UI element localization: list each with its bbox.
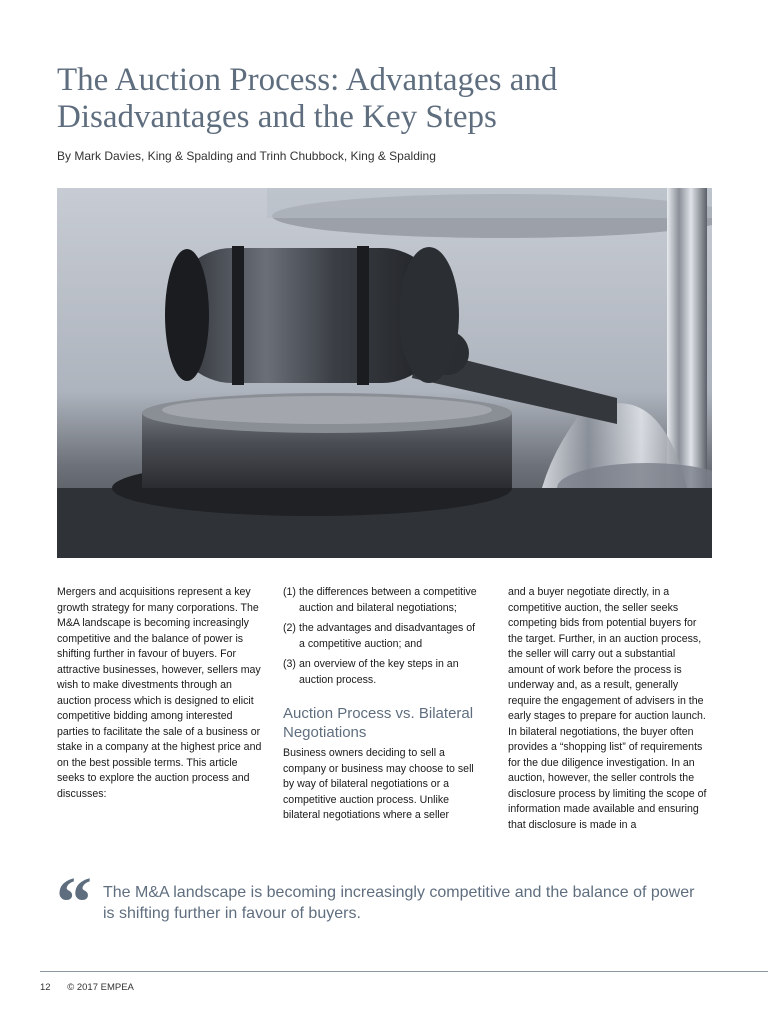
footer-divider <box>40 971 768 972</box>
list-item-number: (1) <box>283 586 296 598</box>
page-footer <box>40 982 134 993</box>
section-subheading: Auction Process vs. Bilateral Negotiations <box>283 705 474 741</box>
body-paragraph: and a buyer negotiate directly, in a competitive auction, the seller seeks competing bids from potential buyers for the target. Further, in an auction process, the seller will carry out a substantial amount of work before the process is underway and, as a result, generally require the engagement of advisers in the early stages to prepare for auction launch. In bilateral negotiations, the buyer often provides a “shopping list” of requirements for the due diligence investigation. In an auction, however, the seller controls the disclosure process by limiting the scope of information made available and ensuring that disclosure is made in a <box>508 586 707 831</box>
body-column-1 <box>57 585 262 802</box>
list-item <box>283 585 478 616</box>
page-number: 12 <box>40 982 51 993</box>
list-item <box>283 621 478 652</box>
byline: By Mark Davies, King & Spalding and Trinh Chubbock, King & Spalding <box>57 149 436 163</box>
gavel-and-scales-photo <box>57 188 712 558</box>
hero-photo <box>57 188 712 558</box>
body-column-3 <box>508 585 713 833</box>
list-item <box>283 657 478 688</box>
list-item-text: the advantages and disadvantages of a competitive auction; and <box>299 622 476 650</box>
list-item-text: an overview of the key steps in an auction process. <box>299 658 459 686</box>
copyright: © 2017 EMPEA <box>67 982 134 993</box>
topics-list <box>283 585 478 688</box>
body-column-2 <box>283 585 478 824</box>
quote-mark-icon: “ <box>56 862 92 942</box>
intro-paragraph: Mergers and acquisitions represent a key growth strategy for many corporations. The M&A landscape is becoming increasingly competitive and the balance of power is shifting further in favour of buyers. For attractive businesses, however, sellers may wish to make divestments through an auction process which is designed to elicit competitive bidding among interested parties to facilitate the sale of a business or stake in a company at the highest price and on the best possible terms. This article seeks to explore the auction process and discusses: <box>57 586 262 800</box>
article-title: The Auction Process: Advantages and Disadvantages and the Key Steps <box>57 62 558 135</box>
list-item-number: (2) <box>283 622 296 634</box>
pull-quote: The M&A landscape is becoming increasingly competitive and the balance of power is shifting further in favour of buyers. <box>103 884 695 922</box>
list-item-text: the differences between a competitive auction and bilateral negotiations; <box>299 586 477 614</box>
list-item-number: (3) <box>283 658 296 670</box>
body-paragraph: Business owners deciding to sell a company or business may choose to sell by way of bilateral negotiations or a competitive auction process. Unlike bilateral negotiations where a seller <box>283 747 474 821</box>
